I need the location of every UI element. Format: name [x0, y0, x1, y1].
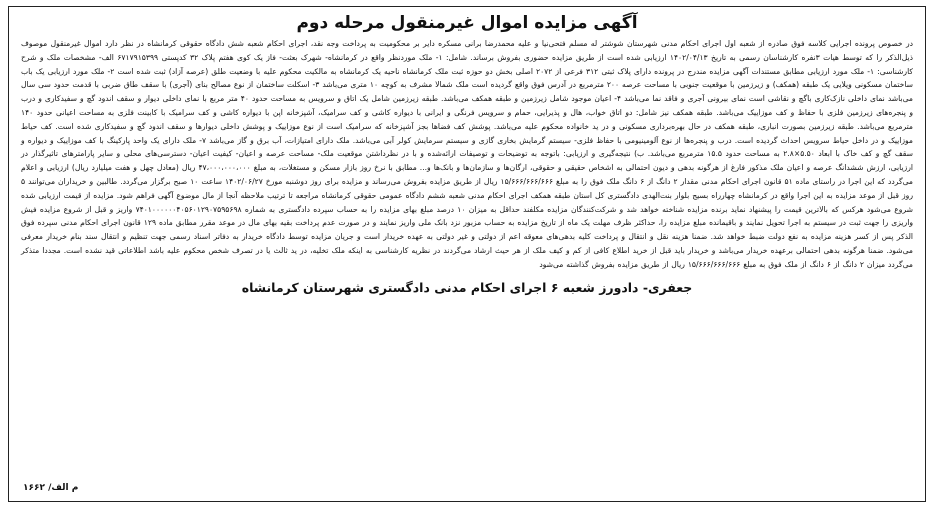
notice-signature: جعفری- دادورز شعبه ۶ اجرای احکام مدنی دادگستری شهرستان کرمانشاه — [241, 279, 693, 295]
notice-code: م الف/ ۱۶۶۲ — [23, 483, 79, 493]
notice-body: در خصوص پرونده اجرایی کلاسه فوق صادره از شعبه اول اجرای احکام مدنی شهرستان شوشتر له مسلم فتحی‌نیا و علیه محمدرضا برانی مسکره دایر بر محکومیت به پرداخت وجه نقد، اجرای احکام شعبه شش دادگاه حقوقی کرمانشاه در نظر دارد اموال غیرمنقول موصوف ذیل‌الذکر را که توسط هیات ۳نفره کارشناسان رسمی به تاریخ ۱۴۰۲/۰۴/۱۳ ارزیابی شده است از طریق مزایده حضوری بفروش برساند. شامل: ۱- ملک موردنظر واقع در کرمانشاه- شهرک بعثت- فاز یک کوی هفتم پلاک ۳۲ کدپستی ۶۷۱۷۹۱۵۳۹۹ الف- مشخصات ملک و شرح کارشناسی: ۱- ملک مورد ارزیابی مطابق مستندات آگهی مزایده مندرج در پرونده دارای پلاک ثبتی ۳۱۲ فرعی از ۲۰۷۲ اصلی بخش دو حوزه ثبت ملک کرمانشاه ناحیه یک کرمانشاه به مالکیت محکوم علیه با وضعیت طلق (عرصه آزاد) ثبت شده است ۲- ملک مورد ارزیابی یک باب ساختمان مسکونی ویلایی یک طبقه (همکف) و زیرزمین با موقعیت جنوبی با مساحت عرصه ۲۰۰ مترمربع در آدرس فوق واقع گردیده است ملک شمالا مشرف به کوچه ۱۰ متری می‌باشد ۳- اسکلت ساختمان از نوع مصالح بنای (آجری) با سقف طاق ضربی با قدمت حدود سی سال می‌باشد نمای داخلی نازک‌کاری باگچ و نقاشی است نمای بیرونی آجری و فاقد نما می‌باشد ۴- اعیان موجود شامل زیرزمین و طبقه همکف می‌باشد. طبقه زیرزمین شامل یک اتاق و سرویس به مساحت حدود ۴۰ متر مربع با نمای داخلی دیوار و سقف اندود گچ و سفیدکاری و درب و پنجره‌های زیرزمین فلزی با حفاظ و کف موزاییک می‌باشد. طبقه همکف نیز شامل: دو اتاق خواب، هال و پذیرایی، حمام و سرویس فرنگی و ایرانی با دیواره کاشی و کف سرامیک، آشپزخانه اپن با دیواره کاشی و کف سرامیک با کابینت فلزی به مساحت اعیانی حدود ۱۴۰ مترمربع می‌باشد. طبقه زیرزمین بصورت انباری، طبقه همکف در حال بهره‌برداری مسکونی و در ید خانواده محکوم علیه می‌باشد. پوشش کف فضاها بجز آشپزخانه که سرامیک است از نوع موزاییک و پوشش داخلی دیوارها و سقف اندود گچ و سفیدکاری شده است. کف حیاط موزاییک و در داخل حیاط سرویس احداث گردیده است. درب و پنجره‌ها از نوع آلومینیومی با حفاظ فلزی- سیستم گرمایش بخاری گازی و سیستم سرمایش کولر آبی می‌باشد. ملک دارای امتیازات، آب برق و گاز می‌باشد ۷- ملک دارای یک واحد پارکینگ با کف موزاییک و دیواره و سقف گچ و کف خاک با ابعاد ۵.۵۰×۲.۸ به مساحت حدود ۱۵.۵ مترمربع می‌باشد. ب) نتیجه‌گیری و ارزیابی: باتوجه به توضیحات و توصیفات ارائه‌شده و با در نظرداشتن موقعیت ملک- مساحت عرصه و اعیان- کیفیت اعیان- دسترسی‌های محلی و سایر پارامترهای تاثیرگذار در ارزیابی، ارزش ششدانگ عرصه و اعیان ملک مذکور فارغ از هرگونه بدهی و دیون احتمالی به اشخاص حقیقی و حقوقی، ارگان‌ها و سازمان‌ها و بانک‌ها و... مطابق با نرخ روز بازار مسکن و مستغلات، به مبلغ ۴۷،۰۰۰،۰۰۰،۰۰۰ ریال (معادل چهل و هفت میلیارد ریال) ارزیابی و اعلام می‌گردد که این اجرا در راستای ماده ۵۱ قانون اجرای احکام مدنی مقدار ۲ دانگ از ۶ دانگ ملک فوق را به مبلغ ۱۵/۶۶۶/۶۶۶/۶۶۶ ریال از طریق مزایده بفروش می‌رساند و مزایده برای روز دوشنبه مورخ ۱۴۰۲/۰۶/۲۷ ساعت ۱۰ صبح برگزار می‌گردد. طالبین و خریداران می‌توانند ۵ روز قبل از موعد مزایده به این اجرا واقع در کرمانشاه چهارراه بسیج بلوار بنت‌الهدی دادگستری کل استان طبقه همکف اجرای احکام مدنی شعبه ششم دادگاه عمومی حقوقی کرمانشاه مراجعه تا ترتیب ملاحظه آنجا از مال موضوع آگهی فراهم شود. مزایده از قیمت ارزیابی شده شروع می‌شود هرکس که بالاترین قیمت را پیشنهاد نماید برنده مزایده شناخته خواهد شد و شرکت‌کنندگان مزایده مکلفند حداقل به میزان ۱۰ درصد مبلغ بهای مزایده را به حساب سپرده دادگستری به شماره ۷۴۰۱۰۰۰۰۰۰۴۰۵۶۰۱۲۹۰۷۵۹۵۶۹۸ واریز و قبل از شروع مزایده فیش واریزی را جهت ثبت در سیستم به اجرا تحویل نمایند و باقیمانده مبلغ مزایده را، حداکثر ظرف مهلت یک ماه از تاریخ مزایده به حساب مزبور نزد بانک ملی واریز نمایند و در صورت عدم پرداخت بقیه بهای مال در موعد مقرر مطابق ماده ۱۲۹ قانون اجرای احکام مدنی سپرده فوق الذکر پس از کسر هزینه مزایده به نفع دولت ضبط خواهد شد. ضمنا هزینه نقل و انتقال و پرداخت کلیه بدهی‌های معوقه اعم از دولتی و غیر دولتی به عهده خریدار است و جریان مزایده توسط دادگاه خریدار به دفاتر اسناد رسمی جهت تنظیم و انتقال سند بنام خریدار معرفی می‌شود. ضمنا هرگونه بدهی احتمالی برعهده خریدار می‌باشد و خریدار باید قبل از خرید اطلاع کافی از کم و کیف ملک از هر حیث ارشاد می‌گردند در نظریه کارشناسی به اینکه ملک تخلیه، در ید ثالث یا در تصرف شخص محکوم علیه باشد اطلاعاتی قید نشده است. مجددا متذکر می‌گردد میزان ۲ دانگ از ۶ دانگ از ملک فوق به مبلغ ۱۵/۶۶۶/۶۶۶/۶۶۶ ریال از طریق مزایده بفروش گذاشته می‌شود — [21, 39, 914, 269]
auction-notice — [8, 6, 926, 502]
notice-title: آگهی مزایده اموال غیرمنقول مرحله دوم — [296, 13, 638, 33]
